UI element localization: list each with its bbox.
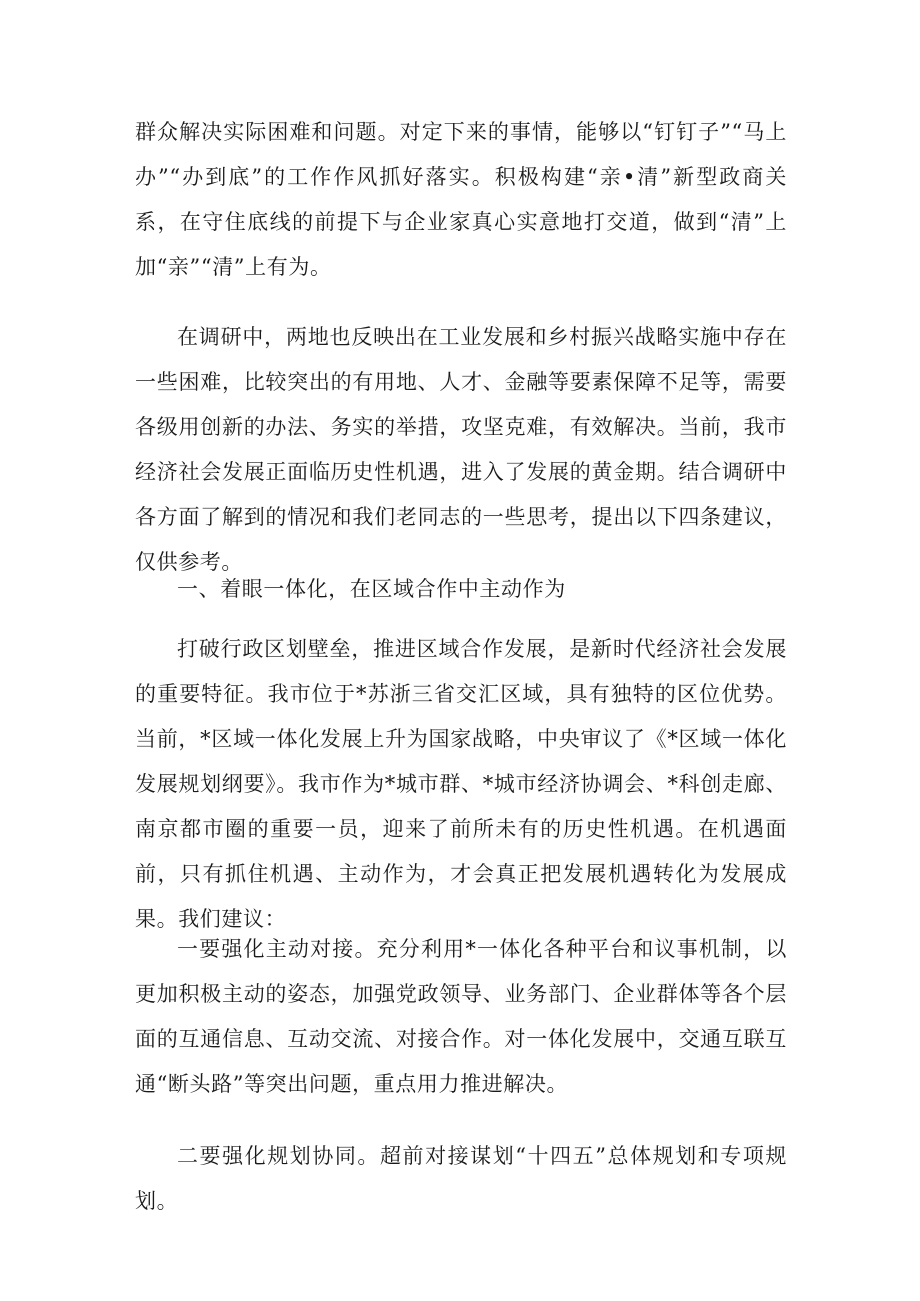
section-heading-integration: 一、着眼一体化，在区域合作中主动作为	[177, 577, 566, 601]
body-paragraph-planning-coordination: 二要强化规划协同。超前对接谋划“十四五”总体规划和专项规划。	[135, 1144, 787, 1213]
body-paragraph-active-docking: 一要强化主动对接。充分利用*一体化各种平台和议事机制，以更加积极主动的姿态，加强党政领导、业务部门、企业群体等各个层面的互通信息、互动交流、对接合作。对一体化发展中，交通互联互通“断头路”等突出问题，重点用力推进解决。	[135, 937, 787, 1096]
body-paragraph-continuation: 群众解决实际困难和问题。对定下来的事情，能够以“钉钉子”“马上办”“办到底”的工作作风抓好落实。积极构建“亲•清”新型政商关系，在守住底线的前提下与企业家真心实意地打交道，做到“清”上加“亲”“清”上有为。	[135, 120, 787, 279]
body-paragraph-research-findings: 在调研中，两地也反映出在工业发展和乡村振兴战略实施中存在一些困难，比较突出的有用地、人才、金融等要素保障不足等，需要各级用创新的办法、务实的举措，攻坚克难，有效解决。当前，我市经济社会发展正面临历史性机遇，进入了发展的黄金期。结合调研中各方面了解到的情况和我们老同志的一些思考，提出以下四条建议，仅供参考。	[135, 325, 787, 574]
body-paragraph-regional-cooperation: 打破行政区划壁垒，推进区域合作发展，是新时代经济社会发展的重要特征。我市位于*苏浙三省交汇区域，具有独特的区位优势。当前，*区域一体化发展上升为国家战略，中央审议了《*区域一体化发展规划纲要》。我市作为*城市群、*城市经济协调会、*科创走廊、南京都市圈的重要一员，迎来了前所未有的历史性机遇。在机遇面前，只有抓住机遇、主动作为，才会真正把发展机遇转化为发展成果。我们建议：	[135, 637, 787, 931]
